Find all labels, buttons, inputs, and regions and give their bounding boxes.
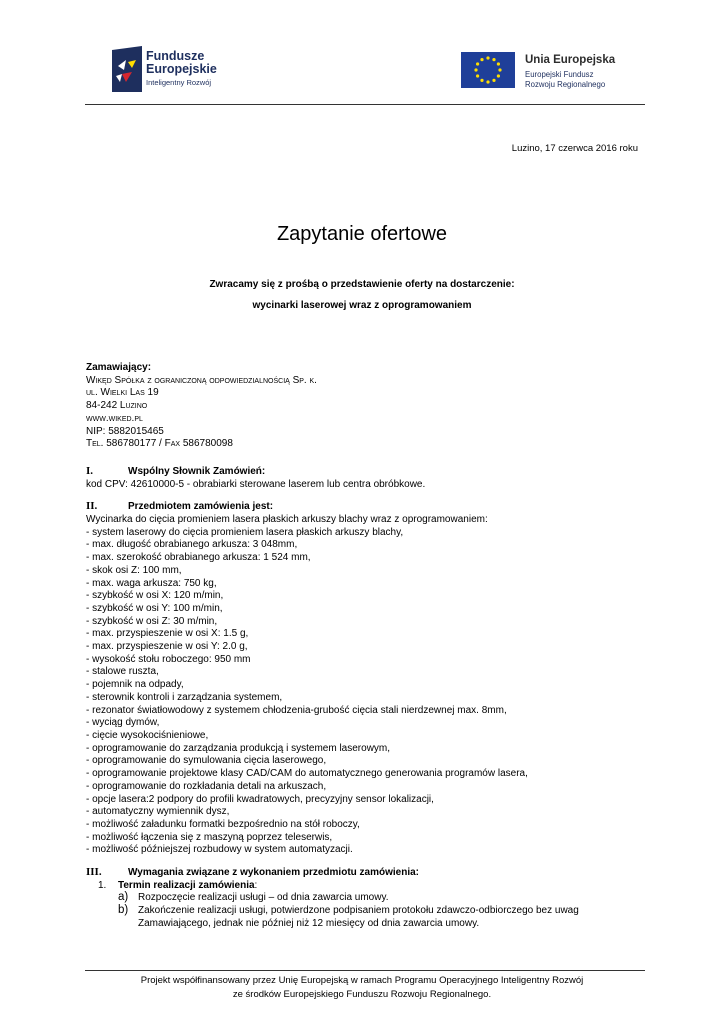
- list-item: - max. szerokość obrabianego arkusza: 1 524 mm,: [86, 552, 311, 564]
- ue-logo-sub2: Rozwoju Regionalnego: [525, 80, 606, 89]
- section-1-title: Wspólny Słownik Zamówień:: [128, 465, 266, 477]
- eu-flag-icon: [461, 52, 515, 88]
- section-2-intro: Wycinarka do cięcia promieniem lasera płaskich arkuszy blachy wraz z oprogramowaniem:: [86, 514, 488, 526]
- ue-logo-sub1: Europejski Fundusz: [525, 70, 594, 79]
- list-item: - oprogramowanie do symulowania cięcia laserowego,: [86, 755, 327, 767]
- list-item: - możliwość załadunku formatki bezpośrednio na stół roboczy,: [86, 818, 360, 830]
- sub-item-letter: b): [118, 904, 129, 917]
- list-item: - możliwość łączenia się z maszyną poprzez teleserwis,: [86, 831, 333, 843]
- header-divider: [85, 104, 645, 105]
- fe-logo-title: [146, 50, 217, 76]
- document-body: [86, 362, 646, 931]
- fe-logo-line2: Europejskie: [146, 62, 217, 76]
- list-item: - rezonator światłowodowy z systemem chłodzenia-grubość cięcia stali nierdzewnej max. 8mm,: [86, 704, 507, 716]
- list-item: - max. przyspieszenie w osi X: 1.5 g,: [86, 628, 249, 640]
- sub-number: 1.: [98, 879, 107, 891]
- list-item: - sterownik kontroli i zarządzania systemem,: [86, 691, 283, 703]
- buyer-nip: NIP: 5882015465: [86, 425, 164, 437]
- buyer-city: 84-242 Luzino: [86, 400, 148, 412]
- list-item: - oprogramowanie projektowe klasy CAD/CAM do automatycznego generowania programów lasera,: [86, 768, 528, 780]
- buyer-website: www.wiked.pl: [86, 412, 143, 424]
- list-item: - oprogramowanie do rozkładania detali na arkuszach,: [86, 780, 327, 792]
- list-item: - cięcie wysokociśnieniowe,: [86, 729, 209, 741]
- fe-logo-subtitle: Inteligentny Rozwój: [146, 78, 212, 87]
- buyer-street: ul. Wielki Las 19: [86, 387, 159, 399]
- footer-divider: [85, 970, 645, 971]
- section-2-title: Przedmiotem zamówienia jest:: [128, 501, 274, 513]
- document-date: Luzino, 17 czerwca 2016 roku: [511, 143, 638, 154]
- section-1-heading: [86, 465, 646, 479]
- buyer-phone-fax: Tel. 586780177 / Fax 586780098: [86, 438, 233, 450]
- fe-emblem-icon: [112, 46, 142, 92]
- list-item: - max. przyspieszenie w osi Y: 2.0 g,: [86, 641, 248, 653]
- footer-line-2: ze środków Europejskiego Funduszu Rozwoju Regionalnego.: [232, 989, 492, 1000]
- sub-item-text: Rozpoczęcie realizacji usługi – od dnia zawarcia umowy.: [138, 892, 389, 904]
- unia-europejska-logo: [461, 52, 671, 92]
- sub-item-letter: a): [118, 891, 129, 904]
- section-3-heading: [86, 866, 646, 880]
- section-2-heading: [86, 500, 646, 514]
- list-item: - max. waga arkusza: 750 kg,: [86, 577, 217, 589]
- list-item: - wysokość stołu roboczego: 950 mm: [86, 653, 251, 665]
- section-3-number: III.: [86, 866, 102, 879]
- intro-line-2: wycinarki laserowej wraz z oprogramowaniem: [252, 300, 472, 311]
- list-item: - wyciąg dymów,: [86, 717, 160, 729]
- list-item: - szybkość w osi X: 120 m/min,: [86, 590, 224, 602]
- section-2-number: II.: [86, 500, 98, 513]
- sub-title: Termin realizacji zamówienia: [118, 879, 255, 891]
- list-item: - szybkość w osi Y: 100 m/min,: [86, 602, 223, 614]
- fe-logo-line1: Fundusze: [146, 49, 205, 63]
- buyer-name: Wikęd Spółka z ograniczoną odpowiedzialnością Sp. k.: [86, 374, 317, 386]
- list-item: - szybkość w osi Z: 30 m/min,: [86, 615, 218, 627]
- list-item: - możliwość późniejszej rozbudowy w system automatyzacji.: [86, 844, 353, 856]
- document-title: Zapytanie ofertowe: [276, 223, 448, 245]
- fundusze-europejskie-logo: [112, 46, 242, 94]
- buyer-label: Zamawiający:: [86, 362, 152, 373]
- list-item: - oprogramowanie do zarządzania produkcją i systemem laserowym,: [86, 742, 391, 754]
- sub-item-a: [86, 892, 646, 905]
- list-item: - stalowe ruszta,: [86, 666, 159, 678]
- footer-line-1: Projekt współfinansowany przez Unię Europejską w ramach Programu Operacyjnego Inteligentny Rozwój: [140, 975, 584, 986]
- section-1-number: I.: [86, 464, 94, 477]
- intro-line-1: Zwracamy się z prośbą o przedstawienie oferty na dostarczenie:: [209, 279, 515, 290]
- list-item: - system laserowy do cięcia promieniem lasera płaskich arkuszy blachy,: [86, 526, 404, 538]
- sub-item-b: [86, 905, 646, 930]
- list-item: - pojemnik na odpady,: [86, 679, 184, 691]
- sub-item-text: Zakończenie realizacji usługi, potwierdzone podpisaniem protokołu zdawczo-odbiorczego bez uwag Zamawiającego, jednak nie później niż 12 miesięcy od dnia zawarcia umowy.: [138, 905, 579, 929]
- sub-colon: :: [254, 879, 258, 891]
- section-2-items: [86, 527, 646, 857]
- list-item: - opcje lasera:2 podpory do profili kwadratowych, precyzyjny sensor lokalizacji,: [86, 793, 434, 805]
- ue-logo-title: Unia Europejska: [525, 54, 616, 66]
- ue-logo-subtitle: [525, 70, 605, 90]
- list-item: - max. długość obrabianego arkusza: 3 048mm,: [86, 539, 298, 551]
- section-3-title: Wymagania związane z wykonaniem przedmiotu zamówienia:: [128, 867, 419, 879]
- list-item: - automatyczny wymiennik dysz,: [86, 806, 230, 818]
- section-1-text: kod CPV: 42610000-5 - obrabiarki sterowane laserem lub centra obróbkowe.: [86, 478, 426, 490]
- section-3-subheading: [86, 880, 646, 893]
- list-item: - skok osi Z: 100 mm,: [86, 564, 182, 576]
